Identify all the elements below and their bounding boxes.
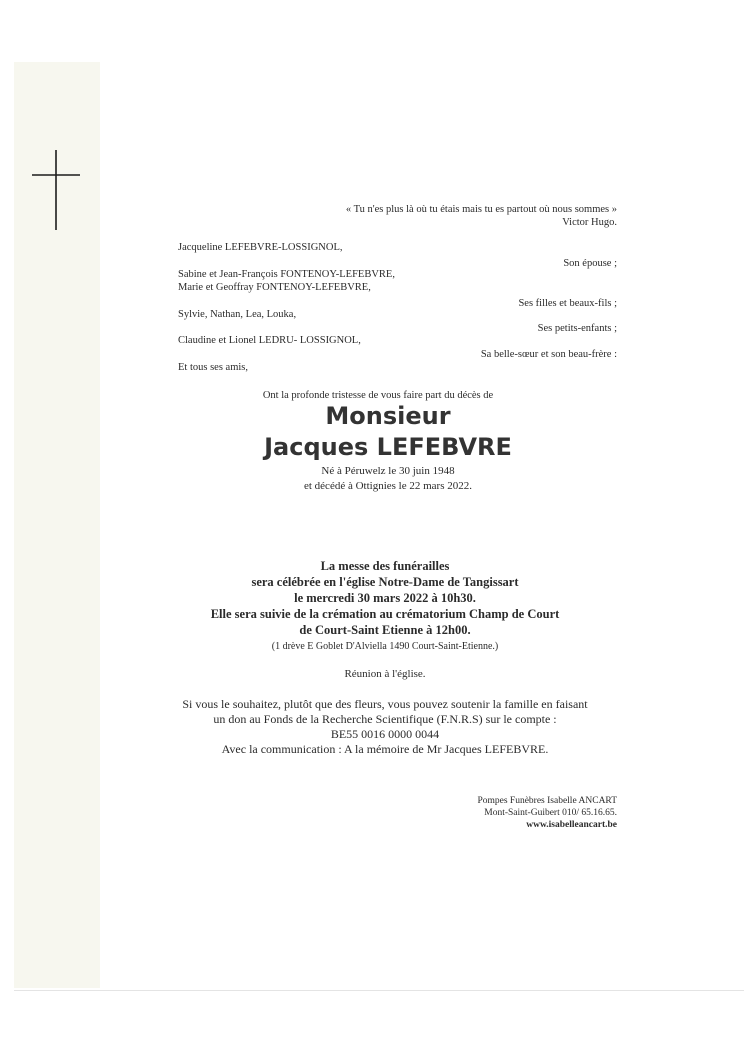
funeral-line: Elle sera suivie de la crémation au crématorium Champ de Court <box>210 607 560 621</box>
crematorium-address: (1 drève E Goblet D'Alviella 1490 Court-Saint-Etienne.) <box>271 641 499 652</box>
funeral-home-contact: Mont-Saint-Guibert 010/ 65.16.65. <box>484 808 617 818</box>
family-name: Jacqueline LEFEBVRE-LOSSIGNOL, <box>178 242 343 253</box>
funeral-home-name: Pompes Funèbres Isabelle ANCART <box>477 796 617 806</box>
donation-line: un don au Fonds de la Recherche Scientifique (F.N.R.S) sur le compte : <box>213 712 557 726</box>
family-name: Sabine et Jean-François FONTENOY-LEFEBVRE, <box>178 269 395 280</box>
announcement-intro: Ont la profonde tristesse de vous faire part du décès de <box>262 390 494 401</box>
birth-info: Né à Péruwelz le 30 juin 1948 <box>321 465 455 477</box>
family-name: Et tous ses amis, <box>178 362 248 373</box>
bank-account: BE55 0016 0000 0044 <box>330 727 440 741</box>
quote-text: « Tu n'es plus là où tu étais mais tu es partout où nous sommes » <box>345 204 617 215</box>
quote-author: Victor Hugo. <box>562 217 617 228</box>
reunion-note: Réunion à l'église. <box>344 668 426 680</box>
deceased-name: Jacques LEFEBVRE <box>264 433 512 461</box>
family-name: Sylvie, Nathan, Lea, Louka, <box>178 309 297 320</box>
deceased-title: Monsieur <box>325 402 451 430</box>
family-relation: Sa belle-sœur et son beau-frère : <box>480 349 617 360</box>
family-relation: Ses petits-enfants ; <box>537 323 617 334</box>
family-relation: Son épouse ; <box>563 258 617 269</box>
cross-icon <box>30 148 82 237</box>
death-info: et décédé à Ottignies le 22 mars 2022. <box>303 480 472 492</box>
funeral-line: La messe des funérailles <box>320 559 450 573</box>
funeral-line: le mercredi 30 mars 2022 à 10h30. <box>294 591 476 605</box>
page-edge-line <box>14 990 744 991</box>
funeral-line: sera célébrée en l'église Notre-Dame de Tangissart <box>251 575 519 589</box>
donation-line: Si vous le souhaitez, plutôt que des fleurs, vous pouvez soutenir la famille en faisant <box>182 697 588 711</box>
family-name: Marie et Geoffray FONTENOY-LEFEBVRE, <box>178 282 371 293</box>
funeral-line: de Court-Saint Etienne à 12h00. <box>299 623 471 637</box>
funeral-home-website: www.isabelleancart.be <box>526 820 617 830</box>
donation-line: Avec la communication : A la mémoire de Mr Jacques LEFEBVRE. <box>221 742 549 756</box>
family-name: Claudine et Lionel LEDRU- LOSSIGNOL, <box>178 335 361 346</box>
family-relation: Ses filles et beaux-fils ; <box>518 298 617 309</box>
